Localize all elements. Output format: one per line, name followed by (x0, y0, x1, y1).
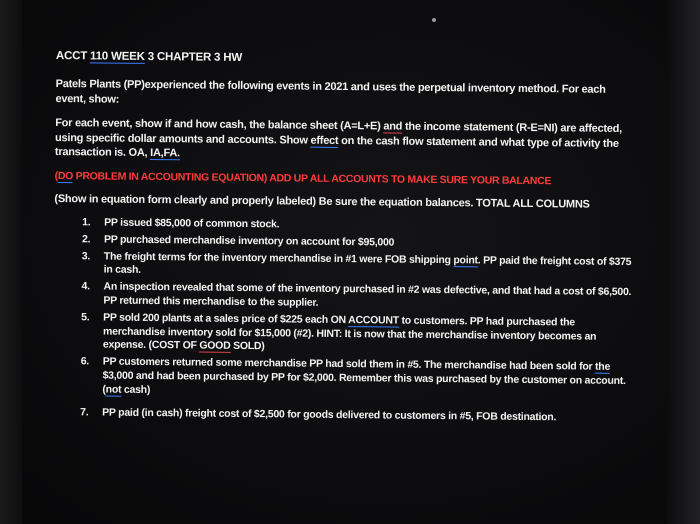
list-item: 2. PP purchased merchandise inventory on account for $95,000 (81, 233, 395, 249)
screen-edge-left (0, 0, 22, 524)
list-item: 5. PP sold 200 plants at a sales price of $225 each ON ACCOUNT to customers. PP had purchased the merchandise inventory sold for $15,000 (#2). HINT: It is now that the merchandise inventory becomes an expense. (COST OF GOOD SOLD) (81, 311, 597, 353)
intro-paragraph: Patels Plants (PP)experienced the following events in 2021 and uses the perpetual inventory method. For each event, show: (55, 77, 606, 106)
list-item: 3. The freight terms for the inventory merchandise in #1 were FOB shipping point. PP paid the freight cost of $375 in cash. (81, 249, 632, 277)
list-item: 7. PP paid (in cash) freight cost of $2,500 for goods delivered to customers in #5, FOB destination. (80, 405, 557, 423)
page-title: ACCT 110 WEEK 3 CHAPTER 3 HW (55, 50, 243, 64)
assignment-document (52, 50, 636, 428)
equation-form-note: (Show in equation form clearly and properly labeled) Be sure the equation balances. TOTAL ALL COLUMNS (54, 192, 590, 211)
list-item: 4. An inspection revealed that some of the inventory purchased in #2 was defective, and that had a cost of $6,500. PP returned this merchandise to the supplier. (81, 280, 632, 309)
webcam-dot (432, 18, 436, 22)
screen-edge-right (666, 0, 700, 524)
list-item: 6. PP customers returned some merchandise PP had sold them in #5. The merchandise had been sold for the $3,000 and had been purchased by PP for $2,000. Remember this was purchased by the customer on account. (not cash) (80, 355, 626, 396)
list-item: 1. PP issued $85,000 of common stock. (82, 216, 280, 231)
events-list (52, 216, 634, 425)
instructions-paragraph: For each event, show if and how cash, the balance sheet (A=L+E) and the income statement (R-E=NI) are affected, using specific dollar amounts and accounts. Show effect on the cash flow statement and what type of activity the transaction is. OA, IA,FA. (54, 116, 623, 160)
accounting-equation-note: (DO PROBLEM IN ACCOUNTING EQUATION) ADD UP ALL ACCOUNTS TO MAKE SURE YOUR BALANCE (54, 169, 552, 187)
